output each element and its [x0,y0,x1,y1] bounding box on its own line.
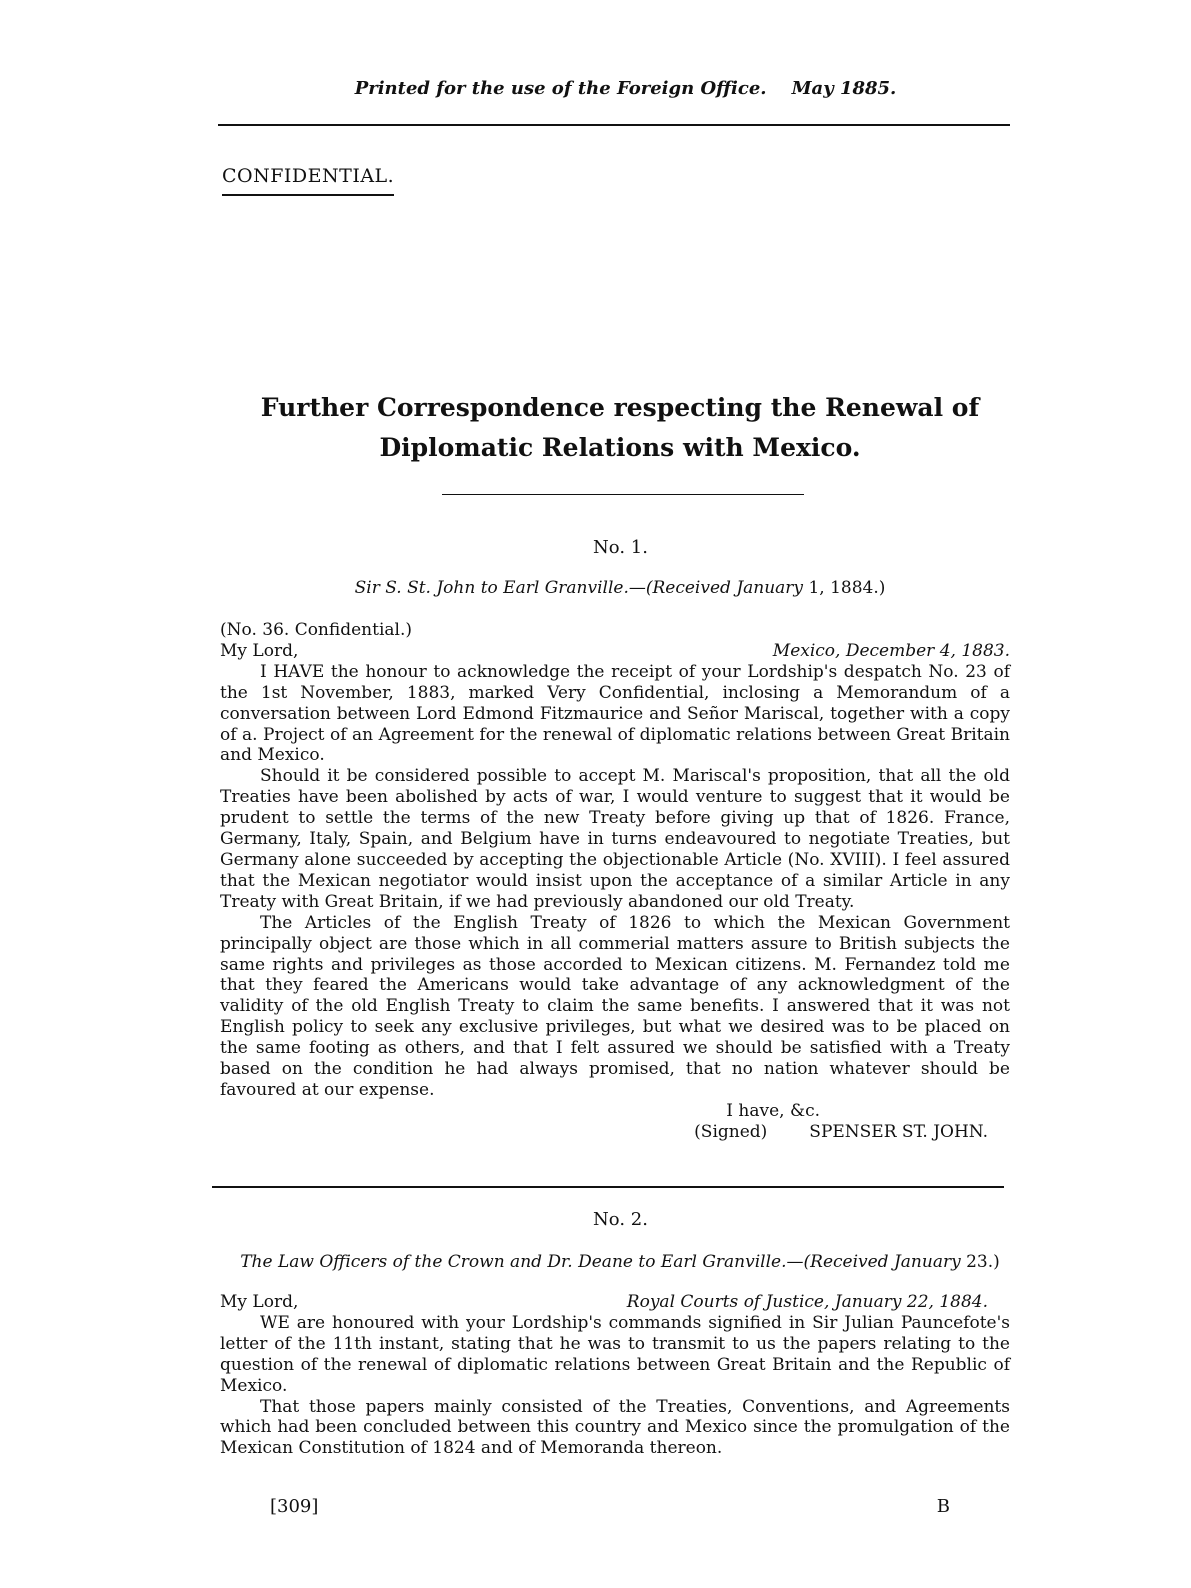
doc1-closing: I have, &c. [726,1100,820,1121]
doc1-paragraph-3: The Articles of the English Treaty of 1826 to which the Mexican Government principally object are those which in all commerial matters assure to British subjects the same rights and privileges as those accorded to Mexican citizens. M. Fernandez told me that they feared the Americans would take advantage of any acknowledgment of the validity of the old English Treaty to claim the same benefits. I answered that it was not English policy to seek any exclusive privileges, but what we desired was to be placed on the same footing as others, and that I felt assured we should be satisfied with a Treaty based on the condition he had always promised, that no nation whatever should be favoured at our expense. [220,912,1010,1100]
doc2-heading-text: The Law Officers of the Crown and Dr. Deane to Earl Granville.—(Received January [240,1252,961,1272]
doc-separator-rule [212,1186,1004,1188]
printed-for-text: Printed for the use of the Foreign Office. [354,78,767,99]
doc2-salutation: My Lord, [220,1292,299,1312]
page-footer [270,1496,950,1517]
title-rule [442,494,804,495]
print-date: May 1885. [791,78,897,99]
doc1-heading-date: 1, 1884.) [808,578,886,598]
doc2-salutation-line [220,1292,1010,1313]
doc1-signature-line [220,1122,1010,1143]
doc1-signed-label: (Signed) [694,1121,768,1142]
doc2-paragraph-1: WE are honoured with your Lordship's commands signified in Sir Julian Pauncefote's letter of the 11th instant, stating that he was to transmit to us the papers relating to the question of the renewal of diplomatic relations between Great Britain and the Republic of Mexico. [220,1312,1010,1396]
doc1-place-date: Mexico, December 4, 1883. [772,640,1010,661]
confidential-label: CONFIDENTIAL. [222,165,395,187]
doc2-body [220,1292,1010,1459]
doc1-salutation-line [220,641,1010,662]
doc2-heading [220,1252,1020,1272]
doc1-heading [220,578,1020,598]
doc1-reference: (No. 36. Confidential.) [220,620,412,640]
doc2-paragraph-2: That those papers mainly consisted of the Treaties, Conventions, and Agreements which had been concluded between this country and Mexico since the promulgation of the Mexican Constitution of 1824 and of Memoranda thereon. [220,1396,1010,1459]
print-number: [309] [270,1496,319,1517]
doc1-paragraph-2: Should it be considered possible to accept M. Mariscal's proposition, that all the old Treaties have been abolished by acts of war, I would venture to suggest that it would be prudent to settle the terms of the new Treaty before giving up that of 1826. France, Germany, Italy, Spain, and Belgium have in turns endeavoured to negotiate Treaties, but Germany alone succeeded by accepting the objectionable Article (No. XVIII). I feel assured that the Mexican negotiator would insist upon the acceptance of a similar Article in any Treaty with Great Britain, if we had previously abandoned our old Treaty. [220,766,1010,912]
header-rule [218,124,1010,126]
confidential-underline [222,194,394,196]
document-title: Further Correspondence respecting the Renewal of Diplomatic Relations with Mexico. [260,393,980,462]
doc1-signatory: SPENSER ST. JOHN. [809,1121,988,1142]
doc1-body [220,620,1010,1143]
doc2-heading-date: 23.) [966,1252,1000,1272]
signature-mark: B [936,1496,950,1517]
doc1-paragraph-1: I HAVE the honour to acknowledge the receipt of your Lordship's despatch No. 23 of the 1st November, 1883, marked Very Confidential, inclosing a Memorandum of a conversation between Lord Edmond Fitzmaurice and Señor Mariscal, together with a copy of a. Project of an Agreement for the renewal of diplomatic relations between Great Britain and Mexico. [220,661,1010,766]
doc1-number: No. 1. [593,537,648,558]
doc2-place-date: Royal Courts of Justice, January 22, 1884. [626,1292,988,1312]
doc1-heading-text: Sir S. St. John to Earl Granville.—(Received January [354,578,804,598]
print-header [0,78,1191,99]
doc2-number: No. 2. [593,1209,648,1230]
doc1-salutation: My Lord, [220,640,299,661]
